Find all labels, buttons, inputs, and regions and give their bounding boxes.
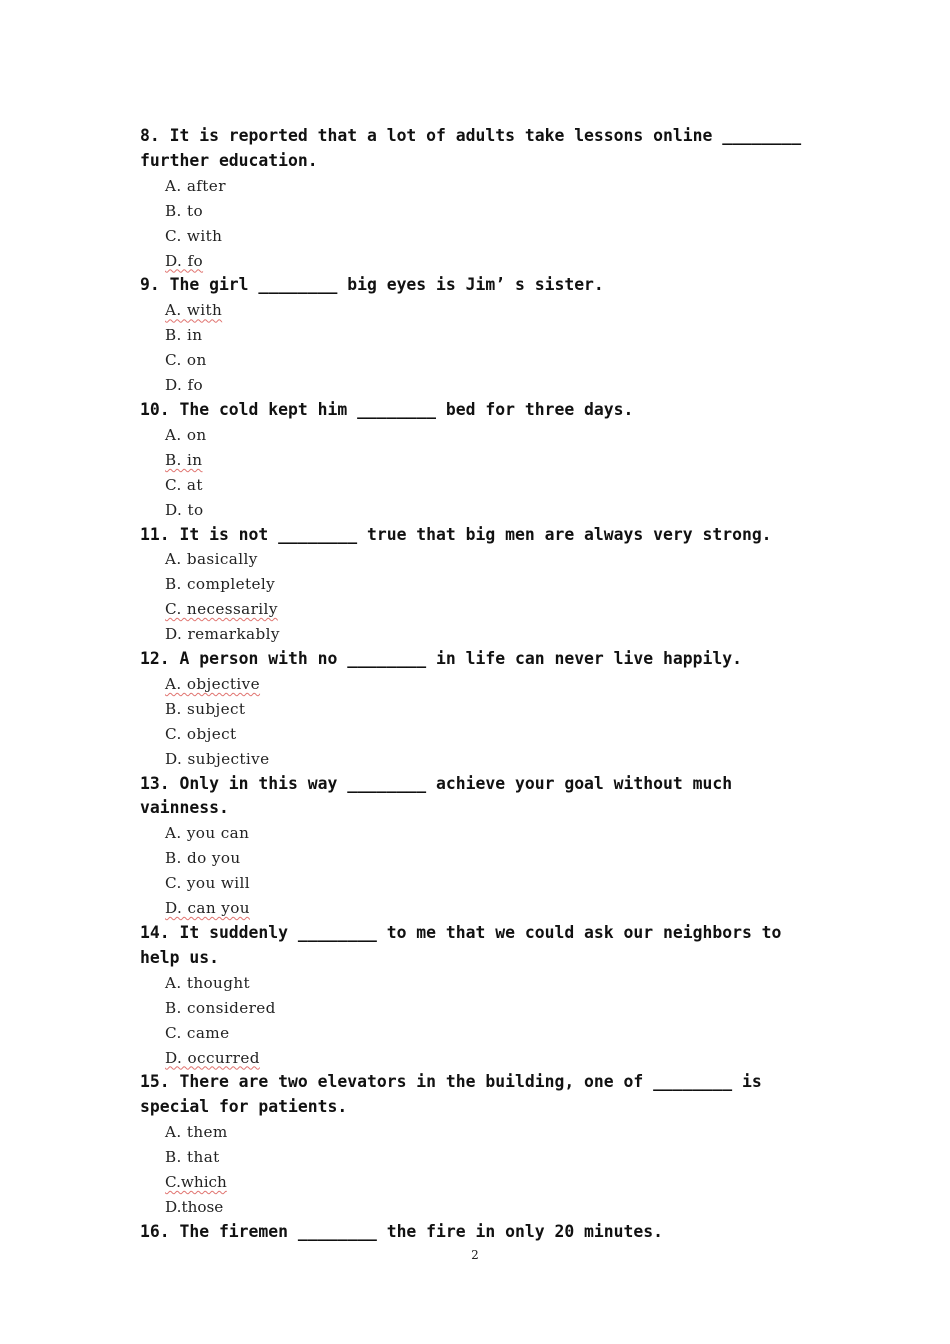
answer-option: D. subjective bbox=[165, 749, 270, 768]
answer-option: B. that bbox=[165, 1148, 220, 1167]
answer-option: D.those bbox=[165, 1197, 224, 1216]
question-stem: 10. The cold kept him ________ bed for three days. bbox=[140, 399, 634, 419]
answer-option: C. with bbox=[165, 226, 223, 245]
question-stem: 14. It suddenly ________ to me that we could ask our neighbors to help us. bbox=[140, 923, 782, 967]
answer-option: A. basically bbox=[165, 550, 258, 569]
question-stem: 16. The firemen ________ the fire in only 20 minutes. bbox=[140, 1221, 664, 1241]
answer-option: C. came bbox=[165, 1023, 230, 1042]
question-stem: 9. The girl ________ big eyes is Jim’ s sister. bbox=[140, 275, 604, 295]
answer-option: C. you will bbox=[165, 874, 251, 893]
answer-option: D. can you bbox=[165, 899, 250, 918]
answer-option: C. on bbox=[165, 351, 207, 370]
answer-option: C. necessarily bbox=[165, 600, 278, 619]
answer-option: A. on bbox=[165, 425, 207, 444]
page-number: 2 bbox=[471, 1248, 479, 1262]
answer-option: B. in bbox=[165, 326, 203, 345]
answer-option: B. to bbox=[165, 201, 204, 220]
question-stem: 11. It is not ________ true that big men are always very strong. bbox=[140, 524, 772, 544]
question-list bbox=[140, 124, 830, 1245]
answer-option: D. fo bbox=[165, 376, 204, 395]
answer-option: C.which bbox=[165, 1173, 227, 1192]
answer-option: A. objective bbox=[165, 674, 261, 693]
answer-option: C. object bbox=[165, 724, 237, 743]
answer-option: B. considered bbox=[165, 998, 276, 1017]
answer-option: A. with bbox=[165, 301, 223, 320]
answer-option: D. to bbox=[165, 500, 204, 519]
question-stem: 12. A person with no ________ in life can never live happily. bbox=[140, 649, 742, 669]
answer-option: B. in bbox=[165, 450, 203, 469]
answer-option: C. at bbox=[165, 475, 203, 494]
answer-option: A. after bbox=[165, 176, 226, 195]
answer-option: A. thought bbox=[165, 973, 251, 992]
answer-option: A. them bbox=[165, 1123, 228, 1142]
answer-option: D. occurred bbox=[165, 1048, 260, 1067]
question-stem: 13. Only in this way ________ achieve your goal without much vainness. bbox=[140, 773, 733, 818]
answer-option: B. completely bbox=[165, 575, 276, 594]
answer-option: D. remarkably bbox=[165, 625, 280, 644]
question-stem: 15. There are two elevators in the building, one of ________ is special for patients. bbox=[140, 1072, 762, 1117]
answer-option: B. do you bbox=[165, 849, 241, 868]
answer-option: B. subject bbox=[165, 699, 246, 718]
answer-option: A. you can bbox=[165, 824, 250, 843]
answer-option: D. fo bbox=[165, 251, 204, 270]
question-stem: 8. It is reported that a lot of adults take lessons online ________ further education. bbox=[140, 126, 802, 170]
